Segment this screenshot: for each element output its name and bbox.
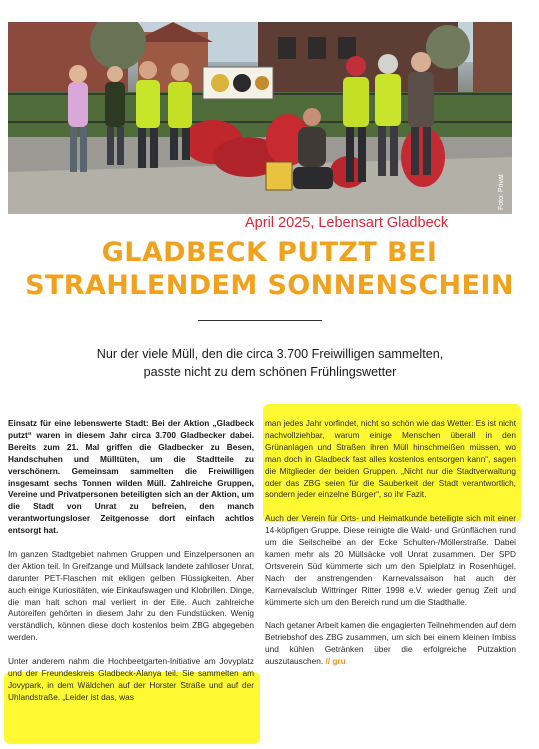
article-lead: Einsatz für eine lebenswerte Stadt: Bei der Aktion „Gladbeck putzt“ waren in diesem Jahr circa 3.700 Gladbecker dabei. Bereits zum 21. Mal griffen die Gladbecker zu Besen, Handschuhen und Mülltüten, um die Stadtteile zu verschönern. Gemeinsam sammelten die Freiwilligen insgesamt sechs Tonnen wilden Müll. Zahlreiche Gruppen, Vereine und Privatpersonen beteiligten sich an der Aktion, um die Stadt von Unrat zu befreien, den manch verantwortungsloser Zeitgenosse dort einfach achtlos entsorgt hat. (8, 418, 254, 536)
article-closing-text: Nach getaner Arbeit kamen die engagierten Teilnehmenden auf dem Betriebshof des ZBG zusammen, um sich bei einem kleinen Imbiss und kühlen Getränken über die erfolgreiche Putzaktion auszutauschen. (265, 620, 516, 667)
headline-line-1: GLADBECK PUTZT BEI (101, 237, 438, 268)
article-paragraph-highlighted: Unter anderem nahm die Hochbeetgarten-Initiative am Jovyplatz und der Freundeskreis Gladbeck-Alanya teil. Sie sammelten am Jovypark, in dem Wäldchen auf der Horster Straße und auf der Uhlandstraße. „Leider ist das, was (8, 656, 254, 702)
headline (0, 236, 539, 302)
article-paragraph: Auch der Verein für Orts- und Heimatkunde beteiligte sich mit einer 14-köpfigen Gruppe. Diese reinigte die Wald- und Grünflächen rund um die Seilscheibe an der Ecke Schulten-/Möllerstraße. Dabei kamen mehr als 20 Müllsäcke voll Unrat zusammen. Der SPD Ortsverein Süd kümmerte sich um den Spielplatz in Rosenhügel. Nach der anstrengenden Karnevalssaison hat auch der Karnevalsclub Wittringer Ritter 1998 e.V. wieder genug Zeit und kümmerte sich um den Bereich rund um die Stadthalle. (265, 513, 516, 607)
photo-credit: Foto: Privat (498, 174, 505, 210)
article-paragraph-highlighted: man jedes Jahr vorfindet, nicht so schön wie das Wetter. Es ist nicht nachvollziehbar, warum einige Menschen überall in den Grünanlagen und Straßen ihren Müll hinschmeißen müssen, wo man doch in Gladbeck fast alles kostenlos entsorgen kann“, sagen die Mitglieder der beiden Gruppen. „Nicht nur die Stadtverwaltung oder das ZBG seien für die Sauberkeit der Stadt verantwortlich, sondern jeder einzelne Bürger“, so ihr Fazit. (265, 418, 516, 500)
group-photo-illustration (8, 22, 512, 214)
author-signature: // gru (325, 656, 346, 667)
article-closing (265, 620, 516, 668)
subheadline-line-2: passte nicht zu dem schönen Frühlingswetter (143, 365, 397, 379)
headline-line-2: STRAHLENDEM SONNENSCHEIN (25, 270, 514, 301)
subheadline-line-1: Nur der viele Müll, den die circa 3.700 Freiwilligen sammelten, (96, 347, 444, 361)
article-column-left (8, 418, 254, 716)
article-column-right (265, 418, 516, 680)
photo-caption: April 2025, Lebensart Gladbeck (245, 215, 449, 231)
group-photo (8, 22, 512, 214)
subheadline (60, 345, 480, 381)
article-paragraph: Im ganzen Stadtgebiet nahmen Gruppen und Einzelpersonen an der Aktion teil. In Greifzange und Müllsack landete zahlloser Unrat, darunter PET-Flaschen mit ekligen gelben Flüssigkeiten. Aber auch einige Kuriositäten, wie Einkaufswagen und Klobrillen. Dinge, die man halt schon mal verliert in der Eile. Auch zahlreiche Autoreifen gehörten in diesem Jahr zu den Fundstücken. Wenig verständlich, können diese doch kostenlos beim ZBG abgegeben werden. (8, 548, 254, 643)
divider (198, 320, 322, 321)
